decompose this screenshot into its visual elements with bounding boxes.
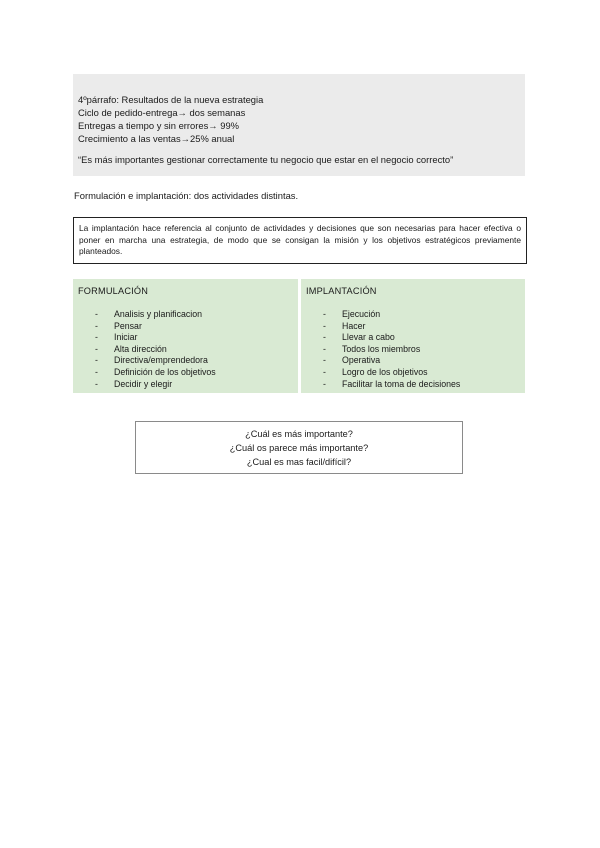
list-item-text: Llevar a cabo xyxy=(342,332,395,343)
list-item-text: Operativa xyxy=(342,355,381,366)
list-item xyxy=(306,309,525,321)
discussion-questions-box xyxy=(135,421,463,474)
bullet-dash: - xyxy=(323,355,326,366)
list-item xyxy=(306,355,525,367)
list-item-text: Pensar xyxy=(114,320,142,331)
bullet-dash: - xyxy=(95,378,98,389)
implantacion-list xyxy=(306,309,525,390)
bullet-dash: - xyxy=(323,320,326,331)
bullet-dash: - xyxy=(95,355,98,366)
list-item xyxy=(306,379,525,391)
list-item-text: Logro de los objetivos xyxy=(342,366,428,377)
list-item xyxy=(78,309,298,321)
formulacion-title: FORMULACIÓN xyxy=(78,286,149,296)
bullet-dash: - xyxy=(95,332,98,343)
bullet-dash: - xyxy=(95,320,98,331)
list-item xyxy=(78,379,298,391)
implantacion-column xyxy=(301,279,525,393)
results-heading: 4ºpárrafo: Resultados de la nueva estrategia xyxy=(78,94,264,105)
bullet-dash: - xyxy=(95,309,98,319)
list-item-text: Todos los miembros xyxy=(342,343,421,354)
list-item-text: Hacer xyxy=(342,320,366,331)
question-line: ¿Cuál os parece más importante? xyxy=(229,443,369,453)
formulacion-list xyxy=(78,309,298,390)
result-line: Crecimiento a las ventas→25% anual xyxy=(78,133,235,144)
list-item-text: Ejecución xyxy=(342,309,381,319)
formulacion-column xyxy=(73,279,298,393)
list-item xyxy=(78,332,298,344)
result-line: Ciclo de pedido-entrega→ dos semanas xyxy=(78,107,246,118)
results-summary-box xyxy=(73,74,525,176)
list-item-text: Facilitar la toma de decisiones xyxy=(342,378,461,389)
bullet-dash: - xyxy=(323,332,326,343)
list-item-text: Alta dirección xyxy=(114,343,167,354)
list-item xyxy=(306,321,525,333)
list-item-text: Iniciar xyxy=(114,332,138,343)
result-line: Entregas a tiempo y sin errores→ 99% xyxy=(78,120,240,131)
strategy-quote: “Es más importantes gestionar correctamente tu negocio que estar en el negocio correcto” xyxy=(78,154,454,165)
list-item xyxy=(78,344,298,356)
question-line: ¿Cuál es más importante? xyxy=(245,429,353,439)
list-item xyxy=(306,367,525,379)
question-line: ¿Cual es mas facil/difícil? xyxy=(246,457,352,467)
list-item xyxy=(78,367,298,379)
list-item-text: Directiva/emprendedora xyxy=(114,355,208,366)
list-item xyxy=(306,332,525,344)
bullet-dash: - xyxy=(323,309,326,319)
bullet-dash: - xyxy=(323,378,326,389)
list-item xyxy=(78,355,298,367)
implantacion-title: IMPLANTACIÓN xyxy=(306,286,377,296)
comparison-table xyxy=(73,279,525,393)
bullet-dash: - xyxy=(95,343,98,354)
list-item-text: Definición de los objetivos xyxy=(114,366,216,377)
bullet-dash: - xyxy=(95,366,98,377)
list-item xyxy=(78,321,298,333)
section-intro: Formulación e implantación: dos actividades distintas. xyxy=(74,190,299,201)
list-item xyxy=(306,344,525,356)
bullet-dash: - xyxy=(323,366,326,377)
list-item-text: Decidir y elegir xyxy=(114,378,173,389)
list-item-text: Analisis y planificacion xyxy=(114,309,203,319)
definition-box: La implantación hace referencia al conjunto de actividades y decisiones que son necesarias para hacer efectiva o poner en marcha una estrategia, de modo que se consigan la misión y los objetivos estratégicos previamente planteados. xyxy=(73,217,527,264)
bullet-dash: - xyxy=(323,343,326,354)
